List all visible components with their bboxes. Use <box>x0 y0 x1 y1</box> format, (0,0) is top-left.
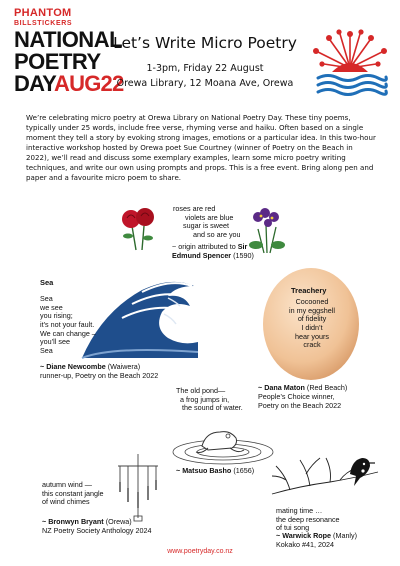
credit-author: ~ Matsuo Basho <box>176 466 232 475</box>
logo-line-billstickers: BILLSTICKERS <box>14 20 73 27</box>
wind-credit <box>42 517 151 535</box>
credit-author: ~ Warwick Rope <box>276 531 332 540</box>
poem-line: sugar is sweet <box>183 221 229 231</box>
pohutukawa-emblem <box>310 28 390 96</box>
credit-note: People’s Choice winner, <box>258 392 335 401</box>
credit-place: (Orewa) <box>103 517 132 526</box>
poem-line: hear yours <box>295 331 329 341</box>
credit-note: runner-up, Poetry on the Beach 2022 <box>40 371 159 380</box>
sea-poem-title: Sea <box>40 278 54 287</box>
poem-line: violets are blue <box>185 212 234 222</box>
tui-credit <box>276 531 357 549</box>
credit-author-rest: Edmund Spencer <box>172 251 232 260</box>
wind-poem <box>42 481 104 507</box>
credit-place: (Waiwera) <box>105 362 141 371</box>
credit-prefix: ~ origin attributed to <box>172 242 238 251</box>
poem-line: mating time … <box>276 506 323 515</box>
poem-line: The old pond— <box>176 386 226 395</box>
poem-line: it’s not your fault. <box>40 319 95 329</box>
poem-line: of fidelity <box>297 314 327 324</box>
poem-line: you’ll see <box>40 337 70 347</box>
poem-line: Sea <box>40 294 53 303</box>
credit-note: NZ Poetry Society Anthology 2024 <box>42 526 152 535</box>
logo-day: DAY <box>14 71 55 96</box>
credit-author: ~ Bronwyn Bryant <box>42 517 104 526</box>
credit-author: ~ Dana Maton <box>258 383 305 392</box>
poem-line: crack <box>303 340 321 350</box>
tui-poem <box>276 507 340 533</box>
credit-year: (1656) <box>231 466 255 475</box>
poem-line: in my eggshell <box>289 305 335 315</box>
sea-credit <box>40 362 158 380</box>
poem-line: and so are you <box>193 229 241 239</box>
event-time: 1-3pm, Friday 22 August <box>146 63 264 74</box>
poem-line: autumn wind — <box>42 480 92 489</box>
poem-line: we see <box>40 302 63 312</box>
poem-line: you rising; <box>40 311 73 321</box>
poem-line: the deep resonance <box>276 514 340 524</box>
treachery-poem <box>276 298 348 350</box>
logo-line-poetry: POETRY <box>14 49 101 74</box>
logo-line-phantom: PHANTOM <box>14 7 72 19</box>
poem-line: a frog jumps in, <box>180 394 230 404</box>
poem-line: of tui song <box>276 523 310 533</box>
treachery-poem-title: Treachery <box>291 286 327 295</box>
credit-year: (1590) <box>231 251 254 260</box>
roses-credit <box>172 242 254 260</box>
roses-poem <box>173 205 241 240</box>
poem-line: this constant jangle <box>42 488 104 498</box>
sea-poem <box>40 295 96 355</box>
credit-note: Kokako #41, 2024 <box>276 540 334 549</box>
footer-website-link[interactable]: www.poetryday.co.nz <box>167 548 233 555</box>
poem-line: Sea <box>40 345 53 355</box>
poem-line: Cocooned <box>295 297 329 306</box>
national-poetry-day-logo <box>14 7 124 96</box>
poem-line: I didn’t <box>301 322 323 332</box>
treachery-credit <box>258 383 347 410</box>
basho-poem <box>176 387 243 413</box>
poem-line: the sound of water. <box>182 403 243 413</box>
intro-paragraph: We’re celebrating micro poetry at Orewa Library on National Poetry Day. These tiny poems, typically under 25 words, include free verse, rhyming verse and haiku. Often based on a single moment they tell a story by evoking strong images, emotions or a particular idea. In this two-hour interactive workshop hosted by Orewa poet Sue Courtney (winner of Poetry on the Beach in 2022), we’ll read and discuss some exemplary examples, learn some micro poetry writing techniques, and write our own using prompts and props. This is a free event. Bring along pen and paper and a favourite micro poem to share. <box>26 113 376 183</box>
logo-date: AUG22 <box>54 71 124 96</box>
credit-place: (Manly) <box>331 531 358 540</box>
credit-place: (Red Beach) <box>304 383 348 392</box>
credit-author-first: Sir <box>237 242 248 251</box>
page-title: Let’s Write Micro Poetry <box>113 34 297 52</box>
rose-illustration <box>118 202 160 252</box>
poem-line: roses are red <box>173 204 216 213</box>
logo-line-day <box>14 71 124 96</box>
tui-bird-illustration <box>270 446 380 506</box>
credit-author: ~ Diane Newcombe <box>40 362 106 371</box>
poem-line: of wind chimes <box>42 497 90 507</box>
poem-line: We can change – <box>40 328 96 338</box>
credit-note: Poetry on the Beach 2022 <box>258 401 342 410</box>
event-venue: Orewa Library, 12 Moana Ave, Orewa <box>116 78 294 89</box>
logo-line-national: NATIONAL <box>14 27 123 52</box>
